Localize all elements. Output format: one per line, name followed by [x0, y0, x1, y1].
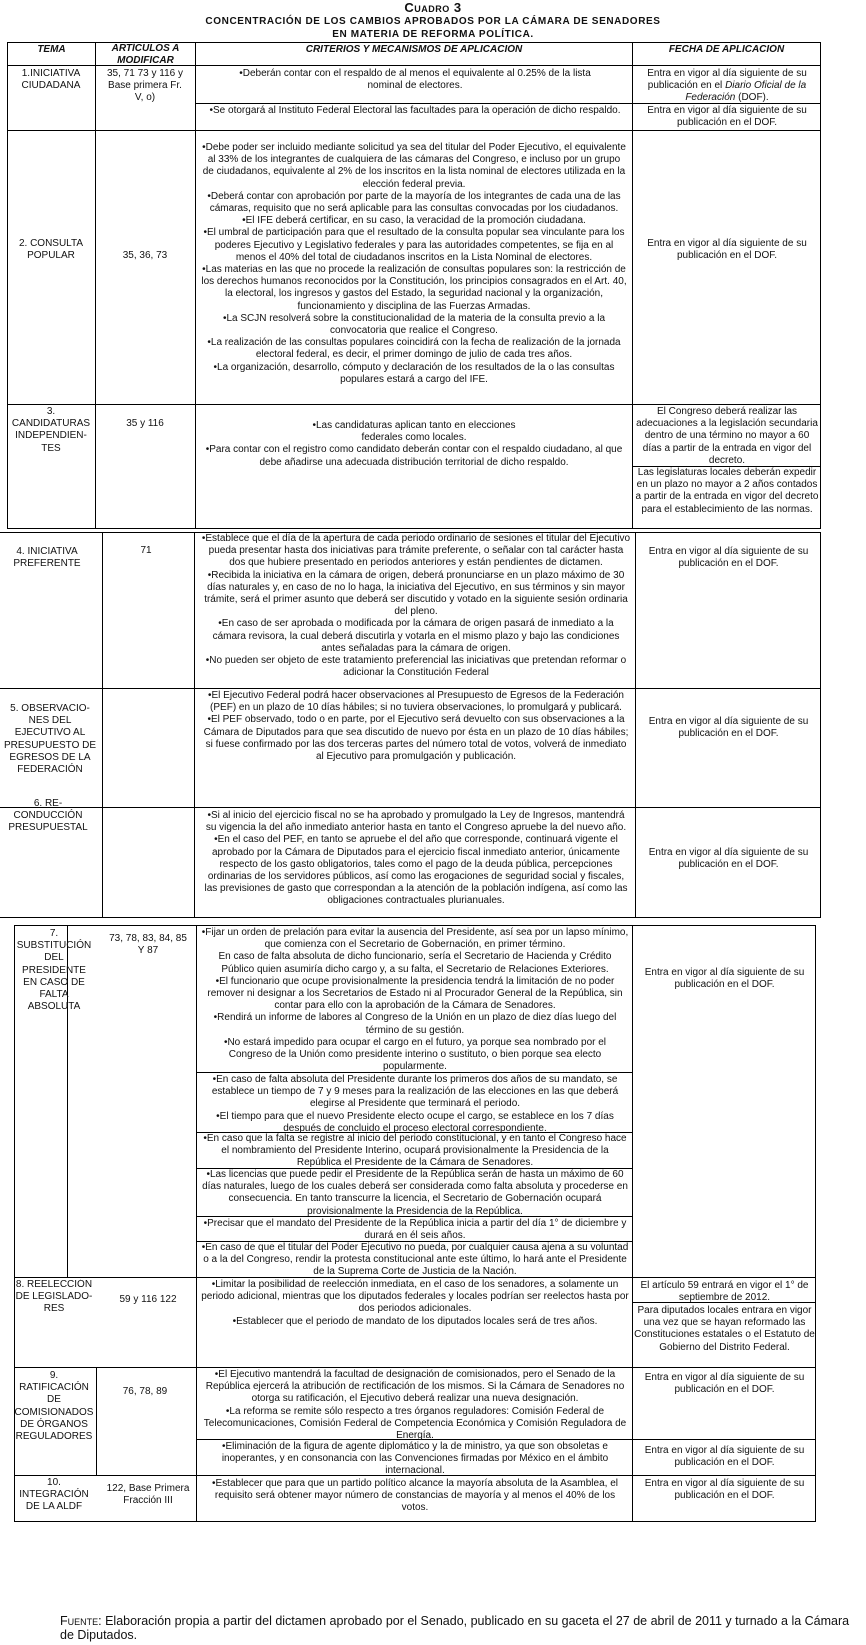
articulos-consulta-popular: 35, 36, 73	[122, 250, 168, 261]
list-item: •En caso de falta absoluta del Presidente durante los primeros dos años de su mandato, se establece un tiempo de 7 y 9 meses para la realización de las elecciones en las que deberá elegirse al Presidente que terminará el periodo.	[211, 1074, 619, 1110]
list-item: •La reforma se remite sólo respecto a tres órganos reguladores: Comisión Federal de Telecomunicaciones, Comisión Federal de Competencia Económica y Comisión Reguladora de Energía.	[203, 1405, 627, 1442]
fecha-reconduccion-presupuestal: Entra en vigor al día siguiente de su publicación en el DOF.	[648, 847, 809, 871]
criterios-iniciativa-preferente	[198, 533, 634, 679]
criterios-observaciones-pef	[198, 690, 634, 763]
tema-reconduccion-presupuestal: 6. RE-CONDUCCIÓN PRESUPUESTAL	[8, 798, 88, 834]
criterios-candidaturas-independientes	[198, 420, 630, 469]
source-text: : Elaboración propia a partir del dictamen aprobado por el Senado, publicado en su gaceta el 27 de abril de 2011 y turnado a la Cámara de Diputados.	[60, 1614, 850, 1642]
tema-observaciones-pef: 5. OBSERVACIO-NES DEL EJECUTIVO AL PRESUPUESTO DE EGRESOS DE LA FEDERACIÓN	[3, 703, 97, 776]
list-item: •La realización de las consultas populares coincidirá con la fecha de realización de la jornada electoral federal, es decir, el primer domingo de julio de cada tres años.	[207, 337, 621, 361]
articulos-integracion-aldf: 122, Base Primera Fracción III	[106, 1483, 190, 1507]
list-item: •En caso de ser aprobada o modificada por la cámara de origen pasará de inmediato a la cámara revisora, la cual deberá discutirla y votarla en el mismo plazo y bajo las condiciones antes señaladas para la cámara de origen.	[212, 618, 620, 654]
list-item: •No pueden ser objeto de este tratamiento preferencial las iniciativas que pretendan reformar o adicionar la Constitución Federal	[205, 655, 627, 679]
list-item: •El Ejecutivo mantendrá la facultad de designación de comisionados, pero el Senado de la República ejercerá la atribución de rectificación de los mismos. Si la Cámara de Senadores no otorga su ratificación, el Ejecutivo deberá realizar una nueva designación.	[205, 1369, 625, 1405]
fecha-consulta-popular: Entra en vigor al día siguiente de su publicación en el DOF.	[647, 238, 807, 262]
list-item: •Recibida la iniciativa en la cámara de origen, deberá pronunciarse en un plazo máximo de 30 días naturales y, en caso de no lo haga, la iniciativa del Ejecutivo, en sus términos y sin mayor trámite, será el primer asunto que deberá ser discutido y votado en la siguiente sesión ordinaria del pleno.	[204, 569, 628, 618]
fecha-reeleccion-legisladores-1: El artículo 59 entrará en vigor el 1° de septiembre de 2012.	[640, 1280, 809, 1304]
fecha-iniciativa-preferente: Entra en vigor al día siguiente de su publicación en el DOF.	[648, 546, 809, 570]
list-item: En caso de falta absoluta de dicho funcionario, sería el Secretario de Hacienda y Crédito Público quien asumiría dicho cargo y, a su falta, el Secretario de Relaciones Exteriores.	[218, 951, 612, 975]
articulos-candidaturas-independientes: 35 y 116	[126, 418, 164, 429]
fecha-ratificacion-comisionados-2: Entra en vigor al día siguiente de su publicación en el DOF.	[644, 1445, 805, 1469]
criterio-substitucion-presidente-4: •Las licencias que puede pedir el Presidente de la República serán de hasta un máximo de 60 días naturales, luego de los cuales deberá ser considerada como falta absoluta y procederse en consecuencia. En tanto transcurre la licencia, el Secretario de Gobernación ocupará provisionalmente la Presidencia de la República.	[202, 1169, 628, 1217]
tema-consulta-popular: 2. CONSULTA POPULAR	[18, 238, 84, 262]
source-label: Fuente	[60, 1614, 99, 1628]
header-articulos: ARTÍCULOS A MODIFICAR	[111, 43, 180, 66]
articulos-substitucion-presidente: 73, 78, 83, 84, 85 Y 87	[109, 933, 187, 957]
header-fecha: FECHA DE APLICACIÓN	[668, 44, 785, 55]
list-item: •En el caso del PEF, en tanto se apruebe el del año que corresponde, continuará vigente el aprobado por la Cámara de Diputados para el ejercicio fiscal inmediato anterior, únicamente respecto de los gasto obligatorios, tales como el pago de la deuda pública, percepciones ordinarias de los servidores públicos, así como las erogaciones de seguridad social y fiscales, las previsiones de gasto que correspondan a la atención de la población indígena, así como las obligaciones contractuales plurianuales.	[204, 834, 628, 907]
list-item: •El PEF observado, todo o en parte, por el Ejecutivo será devuelto con sus observaciones a la Cámara de Diputados para que sea discutido de nuevo por ésta en un plazo de 10 días hábiles; si fuese confirmado por las dos terceras partes del número total de votos, volverá de inmediato al Ejecutivo para promulgación y publicación.	[203, 714, 629, 763]
fecha-candidaturas-independientes-1: El Congreso deberá realizar las adecuaciones a la legislación secundaria dentro de una término no mayor a 60 días a partir de la entrada en vigor del decreto.	[636, 406, 818, 466]
criterio-substitucion-presidente-6: •En caso de que el titular del Poder Ejecutivo no pueda, por cualquier causa ajena a su voluntad o a la del Congreso, rendir la protesta constitucional ante este último, lo hará ante el Presidente de la Suprema Corte de Justicia de la Nación.	[201, 1242, 629, 1278]
table-subtitle-line1: CONCENTRACIÓN DE LOS CAMBIOS APROBADOS POR LA CÁMARA DE SENADORES	[205, 16, 661, 27]
articulos-ratificacion-comisionados: 76, 78, 89	[122, 1386, 168, 1397]
fecha-reeleccion-legisladores-2: Para diputados locales entrara en vigor una vez que se hayan reformado las Constituciones estatales o el Estatuto de Gobierno del Distrito Federal.	[634, 1305, 815, 1353]
criterios-reeleccion-legisladores	[198, 1279, 632, 1328]
list-item: •El funcionario que ocupe provisionalmente la presidencia tendrá la limitación de no poder remover ni designar a los Secretarios de Estado ni al Procurador General de la República, sin contar para ello con la aprobación de la Cámara de Senadores.	[207, 975, 623, 1012]
tema-iniciativa-preferente: 4. INICIATIVA PREFERENTE	[13, 546, 81, 570]
criterios-substitucion-presidente-1	[198, 927, 632, 1073]
criterios-reconduccion-presupuestal	[198, 810, 634, 908]
articulos-reeleccion-legisladores: 59 y 116 122	[119, 1294, 177, 1305]
list-item: •Establece que el día de la apertura de cada periodo ordinario de sesiones el titular del Ejecutivo pueda presentar hasta dos iniciativas para trámite preferente, o señalar con tal carácter hasta dos que hubiere presentado en periodos anteriores y están pendientes de dictamen.	[201, 533, 631, 569]
tema-reeleccion-legisladores: 8. REELECCIÓN DE LEGISLADO-RES	[15, 1279, 93, 1315]
table-subtitle	[0, 15, 866, 41]
list-item: •El IFE deberá certificar, en su caso, la veracidad de la promoción ciudadana.	[242, 215, 586, 227]
list-item: •Deberá contar con aprobación por parte de la mayoría de los integrantes de cada una de las cámaras, requisito que no será aplicable para las consultas convocadas por los ciudadanos.	[207, 190, 621, 215]
criterio-iniciativa-ciudadana-2: •Se otorgará al Instituto Federal Electoral las facultades para la operación de dicho respaldo.	[209, 105, 621, 116]
criterio-ratificacion-comisionados-2: •Eliminación de la figura de agente diplomático y la de ministro, ya que son obsoletas e inoperantes, y en consonancia con las Convenciones firmadas por México en el ámbito internacional.	[221, 1441, 609, 1477]
list-item: •Limitar la posibilidad de reelección inmediata, en el caso de los senadores, a solamente un periodo adicional, mientras que los diputados federales y locales podrían ser reelectos hasta por dos periodos adicionales.	[201, 1279, 629, 1315]
criterio-substitucion-presidente-5: •Precisar que el mandato del Presidente de la República inicia a partir del día 1° de diciembre y durará en él seis años.	[203, 1218, 627, 1242]
criterios-ratificacion-comisionados-1	[198, 1369, 632, 1442]
tema-ratificacion-comisionados: 9. RATIFICACIÓN DE COMISIONADOS DE ÓRGANOS REGULADORES	[14, 1370, 94, 1443]
list-item: •Las candidaturas aplican tanto en elecciones federales como locales.	[312, 420, 516, 444]
fecha-candidaturas-independientes-2: Las legislaturas locales deberán expedir en un plazo no mayor a 2 años contados a partir de la entrada en vigor del decreto para el establecimiento de las normas.	[635, 467, 819, 515]
fecha-substitucion-presidente: Entra en vigor al día siguiente de su publicación en el DOF.	[644, 967, 805, 991]
header-tema: TEMA	[37, 44, 66, 55]
fecha-observaciones-pef: Entra en vigor al día siguiente de su publicación en el DOF.	[648, 716, 809, 740]
criterio-integracion-aldf: •Establecer que para que un partido político alcance la mayoría absoluta de la Asamblea, el requisito será obtener mayor número de constancias de mayoría y al menos el 40% de los votos.	[212, 1478, 618, 1514]
articulos-iniciativa-ciudadana: 35, 71 73 y 116 y Base primera Fr. V, o)	[107, 68, 183, 104]
list-item: •El Ejecutivo Federal podrá hacer observaciones al Presupuesto de Egresos de la Federación (PEF) en un plazo de 10 días hábiles; si no tuviera observaciones, lo promulgará y publicará.	[208, 690, 624, 714]
criterios-substitucion-presidente-2	[198, 1074, 632, 1135]
fecha-iniciativa-ciudadana-2: Entra en vigor al día siguiente de su publicación en el DOF.	[647, 105, 807, 129]
fecha-iniciativa-ciudadana-1: Entra en vigor al día siguiente de su publicación en el Diario Oficial de la Federación (DOF).	[647, 68, 807, 104]
source-note	[0, 1614, 866, 1642]
list-item: •Establecer que el periodo de mandato de los diputados locales será de tres años.	[232, 1315, 598, 1327]
list-item: •No estará impedido para ocupar el cargo en el futuro, ya porque sea nombrado por el Congreso de la Unión como presidente interino o sustituto, o bien porque sea electo popularmente.	[223, 1036, 607, 1073]
list-item: •El umbral de participación para que el resultado de la consulta popular sea vinculante para los poderes Ejecutivo y Legislativo federales y para las autoridades competentes, se fija en al menos el 40% del total de ciudadanos inscritos en la Lista Nominal de electores.	[203, 227, 625, 263]
criterio-iniciativa-ciudadana-1: •Deberán contar con el respaldo de al menos el equivalente al 0.25% de la lista nominal de electores.	[239, 68, 591, 92]
list-item: •La SCJN resolverá sobre la constitucionalidad de la materia de la consulta previo a la convocatoria que realice el Congreso.	[222, 312, 606, 337]
tema-substitucion-presidente: 7. SUBSTITUCIÓN DEL PRESIDENTE EN CASO DE FALTA ABSOLUTA	[16, 928, 92, 1013]
list-item: •Las materias en las que no procede la realización de consultas populares son: la restricción de los derechos humanos reconocidos por la Constitución, los principios consagrados en el Art. 40, la electoral, los ingresos y gastos del Estado, la seguridad nacional y la organización, funcionamiento y disciplina de las Fuerzas Armadas.	[201, 264, 627, 312]
list-item: •Rendirá un informe de labores al Congreso de la Unión en un plazo de diez días luego del término de su gestión.	[213, 1012, 617, 1036]
criterio-substitucion-presidente-3: •En caso que la falta se registre al inicio del periodo constitucional, y en tanto el Congreso hace el nombramiento del Presidente Interino, ocupará provisionalmente la Presidencia de la República el Presidente de la Cámara de Senadores.	[203, 1133, 627, 1169]
list-item: •Si al inicio del ejercicio fiscal no se ha aprobado y promulgado la Ley de Ingresos, mantendrá su vigencia la del año inmediato anterior hasta en tanto el Congreso apruebe la del nuevo año.	[205, 810, 627, 834]
list-item: •Debe poder ser incluido mediante solicitud ya sea del titular del Poder Ejecutivo, el equivalente al 33% de los integrantes de cualquiera de las cámaras del Congreso, e incluso por un grupo de ciudadanos, equivalente al 2% de los inscritos en la lista nominal de electores utilizada en la elección federal previa.	[202, 142, 626, 190]
articulos-iniciativa-preferente: 71	[140, 545, 152, 556]
tema-candidaturas-independientes: 3. CANDIDATURAS INDEPENDIEN-TES	[11, 406, 91, 454]
tema-iniciativa-ciudadana: 1.INICIATIVA CIUDADANA	[21, 68, 81, 92]
list-item: •Para contar con el registro como candidato deberán contar con el respaldo ciudadano, al que debe añadirse una adecuada distribución territorial de dicho respaldo.	[205, 444, 623, 468]
tema-integracion-aldf: 10. INTEGRACIÓN DE LA ALDF	[19, 1477, 89, 1513]
table-title: Cuadro 3	[404, 0, 462, 15]
fecha-integracion-aldf: Entra en vigor al día siguiente de su publicación en el DOF.	[644, 1478, 805, 1502]
fecha-ratificacion-comisionados-1: Entra en vigor al día siguiente de su publicación en el DOF.	[644, 1372, 805, 1396]
criterios-consulta-popular	[198, 142, 630, 386]
list-item: •El tiempo para que el nuevo Presidente electo ocupe el cargo, se establece en los 7 días después de concluido el proceso electoral correspondiente.	[216, 1110, 614, 1134]
header-criterios: CRITERIOS Y MECANISMOS DE APLICACIÓN	[305, 44, 523, 55]
list-item: •La organización, desarrollo, cómputo y declaración de los resultados de la o las consultas populares estará a cargo del IFE.	[213, 361, 615, 385]
list-item: •Fijar un orden de prelación para evitar la ausencia del Presidente, así sea por un lapso mínimo, que comienza con el Secretario de Gobernación, en primer término.	[201, 927, 629, 951]
table-subtitle-line2: EN MATERIA DE REFORMA POLÍTICA.	[332, 29, 534, 40]
